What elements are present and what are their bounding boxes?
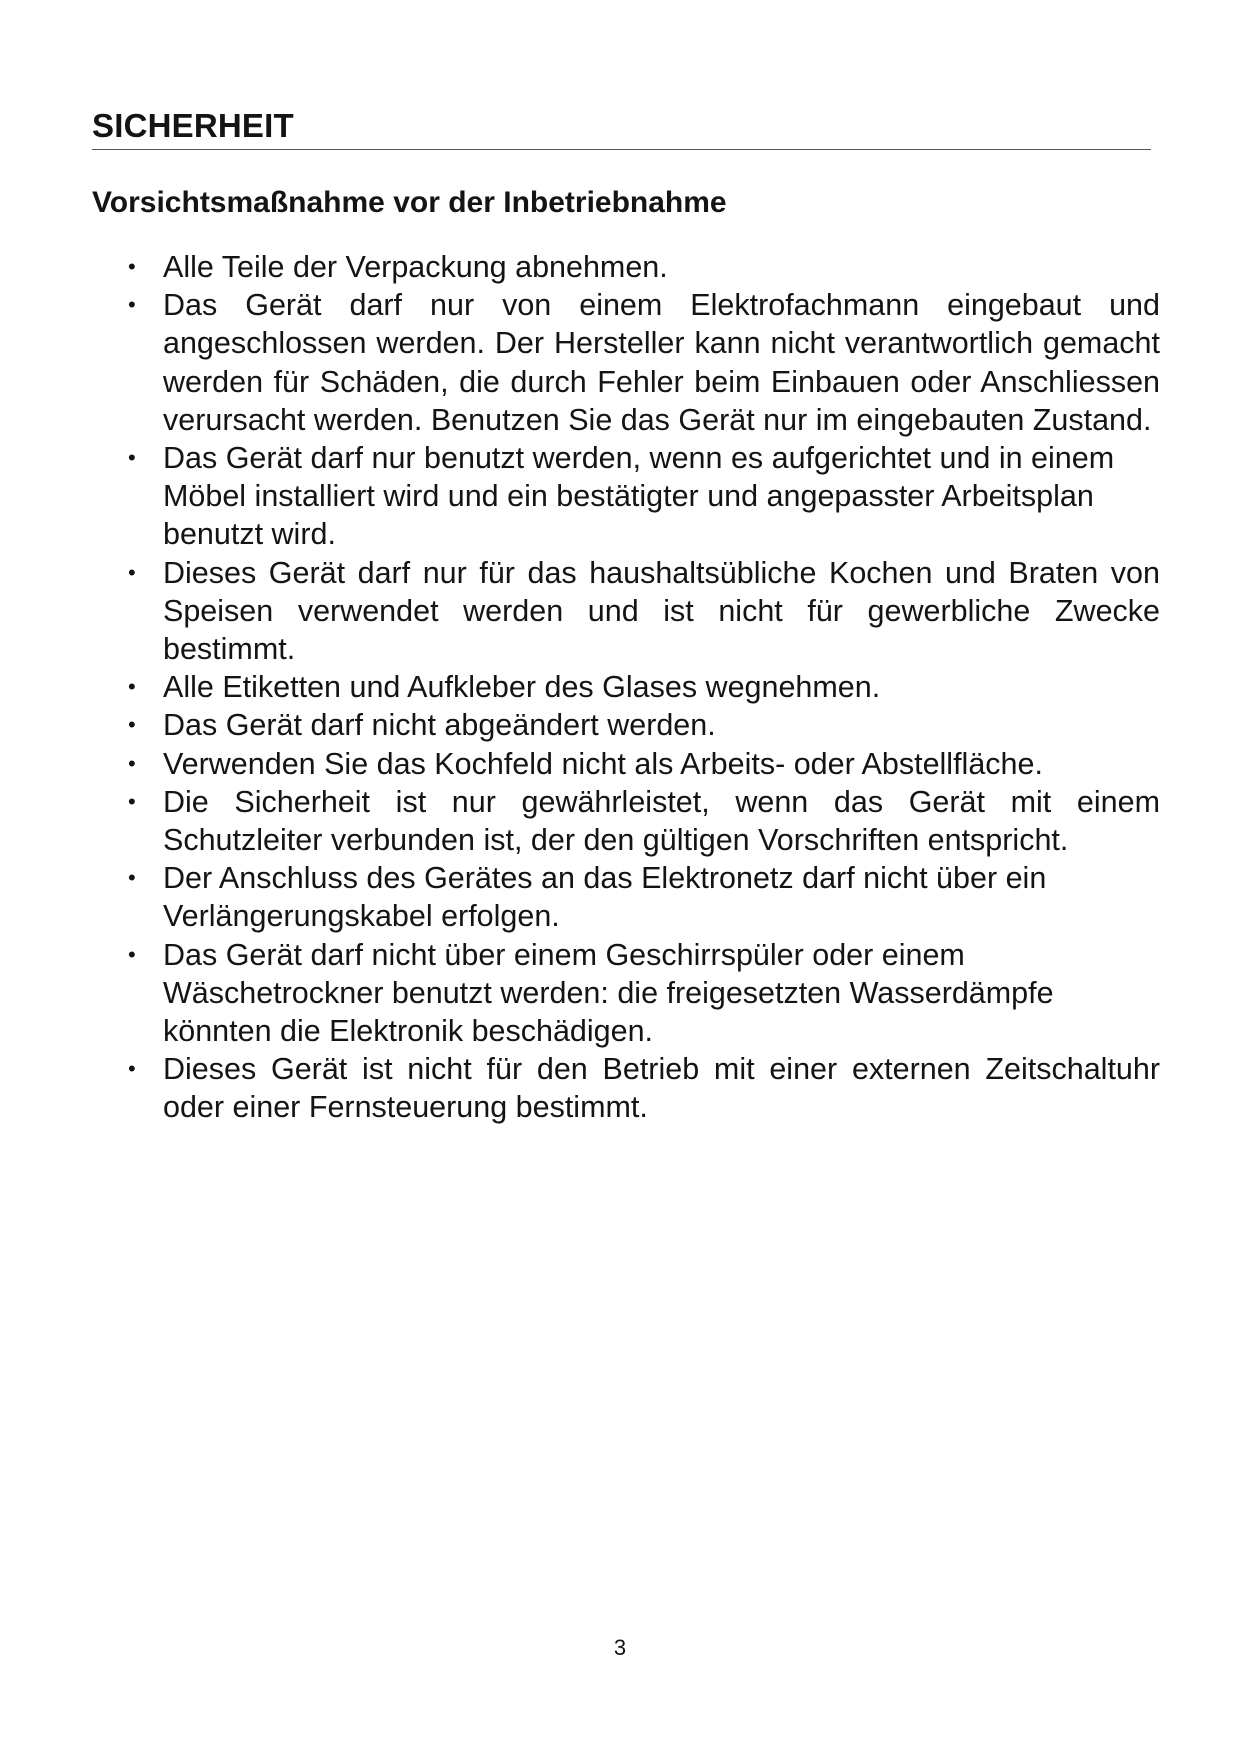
heading-underline (92, 149, 1151, 150)
list-item (128, 859, 1160, 935)
list-item-text: Die Sicherheit ist nur gewährleistet, wenn das Gerät mit einem Schutzleiter verbunden ist, der den gültigen Vorschriften entspricht. (163, 784, 1160, 858)
list-item-text: Der Anschluss des Gerätes an das Elektronetz darf nicht über ein Verlängerungskabel erfolgen. (163, 861, 1047, 934)
bullet-icon: • (128, 712, 136, 738)
subsection-heading: Vorsichtsmaßnahme vor der Inbetriebnahme (92, 186, 727, 219)
list-item-text: Dieses Gerät ist nicht für den Betrieb mit einer externen Zeitschaltuhr oder einer Fernsteuerung bestimmt. (163, 1052, 1160, 1125)
list-item-text: Verwenden Sie das Kochfeld nicht als Arbeits- oder Abstellfläche. (163, 746, 1043, 781)
page-number: 3 (613, 1635, 627, 1660)
list-item (128, 936, 1160, 1051)
list-item (128, 706, 1160, 744)
list-item-text: Das Gerät darf nur von einem Elektrofachmann eingebaut und angeschlossen werden. Der Hersteller kann nicht verantwortlich gemacht werden für Schäden, die durch Fehler beim Einbauen oder Anschliessen verursacht werden. Benutzen Sie das Gerät nur im eingebauten Zustand. (163, 288, 1160, 437)
list-item-text: Das Gerät darf nur benutzt werden, wenn es aufgerichtet und in einem Möbel installiert wird und ein bestätigter und angepasster Arbeitsplan benutzt wird. (163, 441, 1115, 552)
list-item-text: Alle Teile der Verpackung abnehmen. (163, 250, 668, 284)
list-item-text: Das Gerät darf nicht über einem Geschirrspüler oder einem Wäschetrockner benutzt werden: die freigesetzten Wasserdämpfe könnten die Elektronik beschädigen. (163, 937, 1054, 1049)
safety-precautions-list (128, 248, 1160, 1127)
section-heading: SICHERHEIT (92, 107, 294, 144)
bullet-icon: • (128, 254, 136, 279)
bullet-icon: • (128, 292, 136, 318)
list-item-text: Das Gerät darf nicht abgeändert werden. (163, 708, 716, 743)
list-item (128, 286, 1160, 439)
bullet-icon: • (128, 445, 136, 471)
list-item (128, 783, 1160, 859)
list-item (128, 439, 1160, 554)
list-item (128, 1050, 1160, 1126)
list-item (128, 745, 1160, 783)
bullet-icon: • (128, 788, 136, 814)
list-item (128, 554, 1160, 669)
bullet-icon: • (128, 674, 136, 700)
bullet-icon: • (128, 865, 136, 891)
list-item-text: Dieses Gerät darf nur für das haushaltsübliche Kochen und Braten von Speisen verwendet werden und ist nicht für gewerbliche Zwecke bestimmt. (163, 555, 1160, 667)
bullet-icon: • (128, 1056, 136, 1082)
bullet-icon: • (128, 750, 136, 776)
bullet-icon: • (128, 559, 136, 585)
list-item (128, 668, 1160, 706)
list-item (128, 248, 1160, 286)
list-item-text: Alle Etiketten und Aufkleber des Glases wegnehmen. (163, 670, 881, 705)
bullet-icon: • (128, 941, 136, 967)
